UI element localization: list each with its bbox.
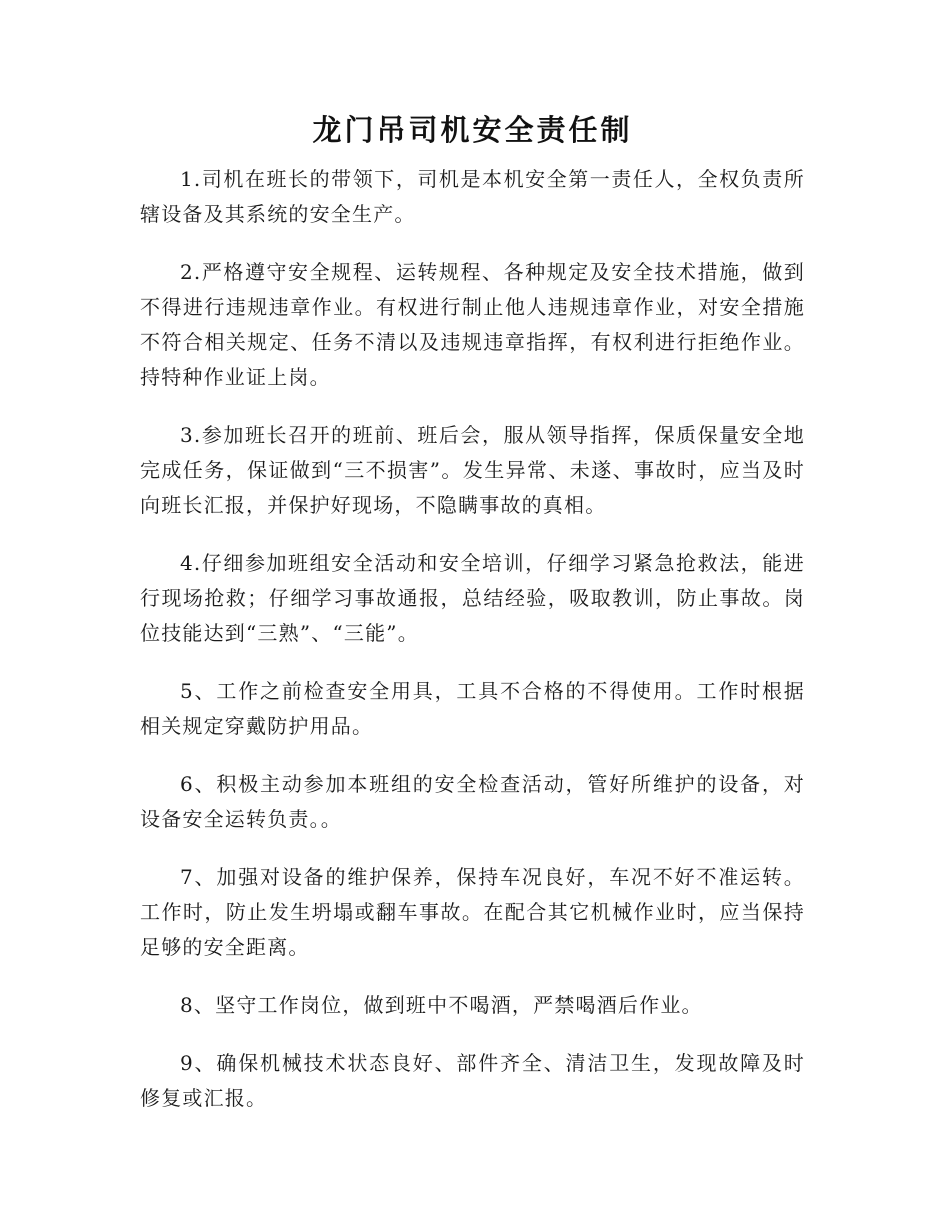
paragraph-8: 8、坚守工作岗位，做到班中不喝酒，严禁喝酒后作业。: [180, 993, 703, 1017]
paragraph-5: 5、工作之前检查安全用具，工具不合格的不得使用。工作时根据相关规定穿戴防护用品。: [140, 679, 805, 738]
paragraph-1: 1.司机在班长的带领下，司机是本机安全第一责任人，全权负责所辖设备及其系统的安全生产。: [140, 167, 805, 226]
document-page: [140, 108, 805, 1116]
paragraph-9: 9、确保机械技术状态良好、部件齐全、清洁卫生，发现故障及时修复或汇报。: [140, 1051, 805, 1110]
paragraph-4: 4.仔细参加班组安全活动和安全培训，仔细学习紧急抢救法，能进行现场抢救；仔细学习事故通报，总结经验，吸取教训，防止事故。岗位技能达到“三熟”、“三能”。: [140, 551, 805, 645]
paragraph-3: 3.参加班长召开的班前、班后会，服从领导指挥，保质保量安全地完成任务，保证做到“三不损害”。发生异常、未遂、事故时，应当及时向班长汇报，并保护好现场，不隐瞒事故的真相。: [140, 423, 805, 517]
paragraph-2: 2.严格遵守安全规程、运转规程、各种规定及安全技术措施，做到不得进行违规违章作业。有权进行制止他人违规违章作业，对安全措施不符合相关规定、任务不清以及违规违章指挥，有权利进行拒绝作业。持特种作业证上岗。: [140, 260, 805, 389]
paragraph-6: 6、积极主动参加本班组的安全检查活动，管好所维护的设备，对设备安全运转负责。。: [140, 772, 805, 831]
paragraph-7: 7、加强对设备的维护保养，保持车况良好，车况不好不准运转。工作时，防止发生坍塌或翻车事故。在配合其它机械作业时，应当保持足够的安全距离。: [140, 865, 805, 959]
document-title: 龙门吊司机安全责任制: [312, 113, 633, 147]
